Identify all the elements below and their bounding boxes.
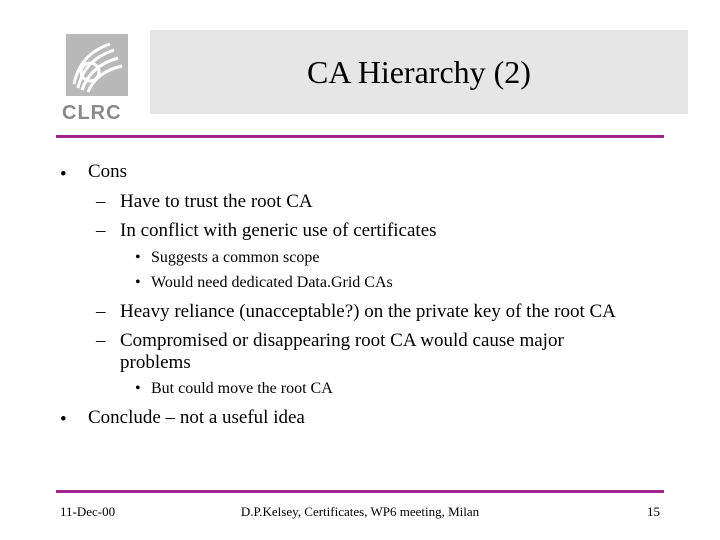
page-number: 15	[647, 504, 660, 519]
dash-icon: –	[96, 330, 106, 351]
clrc-logo	[58, 30, 134, 122]
bullet-compromised: Compromised or disappearing root CA would cause major	[120, 330, 564, 351]
bullet-conclude: Conclude – not a useful idea	[88, 407, 305, 428]
bullet-move-root: But could move the root CA	[151, 380, 333, 397]
bullet-dot-icon: •	[135, 380, 141, 397]
logo-emblem-icon	[66, 34, 128, 96]
bullet-trust-root: Have to trust the root CA	[120, 191, 313, 212]
bullet-heavy-reliance: Heavy reliance (unacceptable?) on the private key of the root CA	[120, 301, 616, 322]
bullet-cons: Cons	[88, 161, 128, 182]
footer-center: D.P.Kelsey, Certificates, WP6 meeting, Milan	[240, 504, 480, 519]
bullet-dot-icon: •	[60, 409, 67, 430]
bottom-rule	[56, 490, 664, 493]
dash-icon: –	[96, 301, 106, 322]
bullet-dot-icon: •	[135, 274, 141, 291]
bullet-compromised-continuation: problems	[120, 352, 191, 373]
bullet-dot-icon: •	[135, 249, 141, 266]
bullet-dedicated-cas: Would need dedicated Data.Grid CAs	[151, 274, 393, 291]
dash-icon: –	[96, 220, 106, 241]
slide-title: CA Hierarchy (2)	[307, 54, 531, 90]
bullet-dot-icon: •	[60, 164, 67, 185]
bullet-common-scope: Suggests a common scope	[151, 249, 320, 266]
footer-date: 11-Dec-00	[60, 504, 116, 519]
dash-icon: –	[96, 191, 106, 212]
logo-text: CLRC	[62, 102, 122, 124]
bullet-conflict: In conflict with generic use of certificates	[120, 220, 437, 241]
top-rule	[56, 135, 664, 138]
